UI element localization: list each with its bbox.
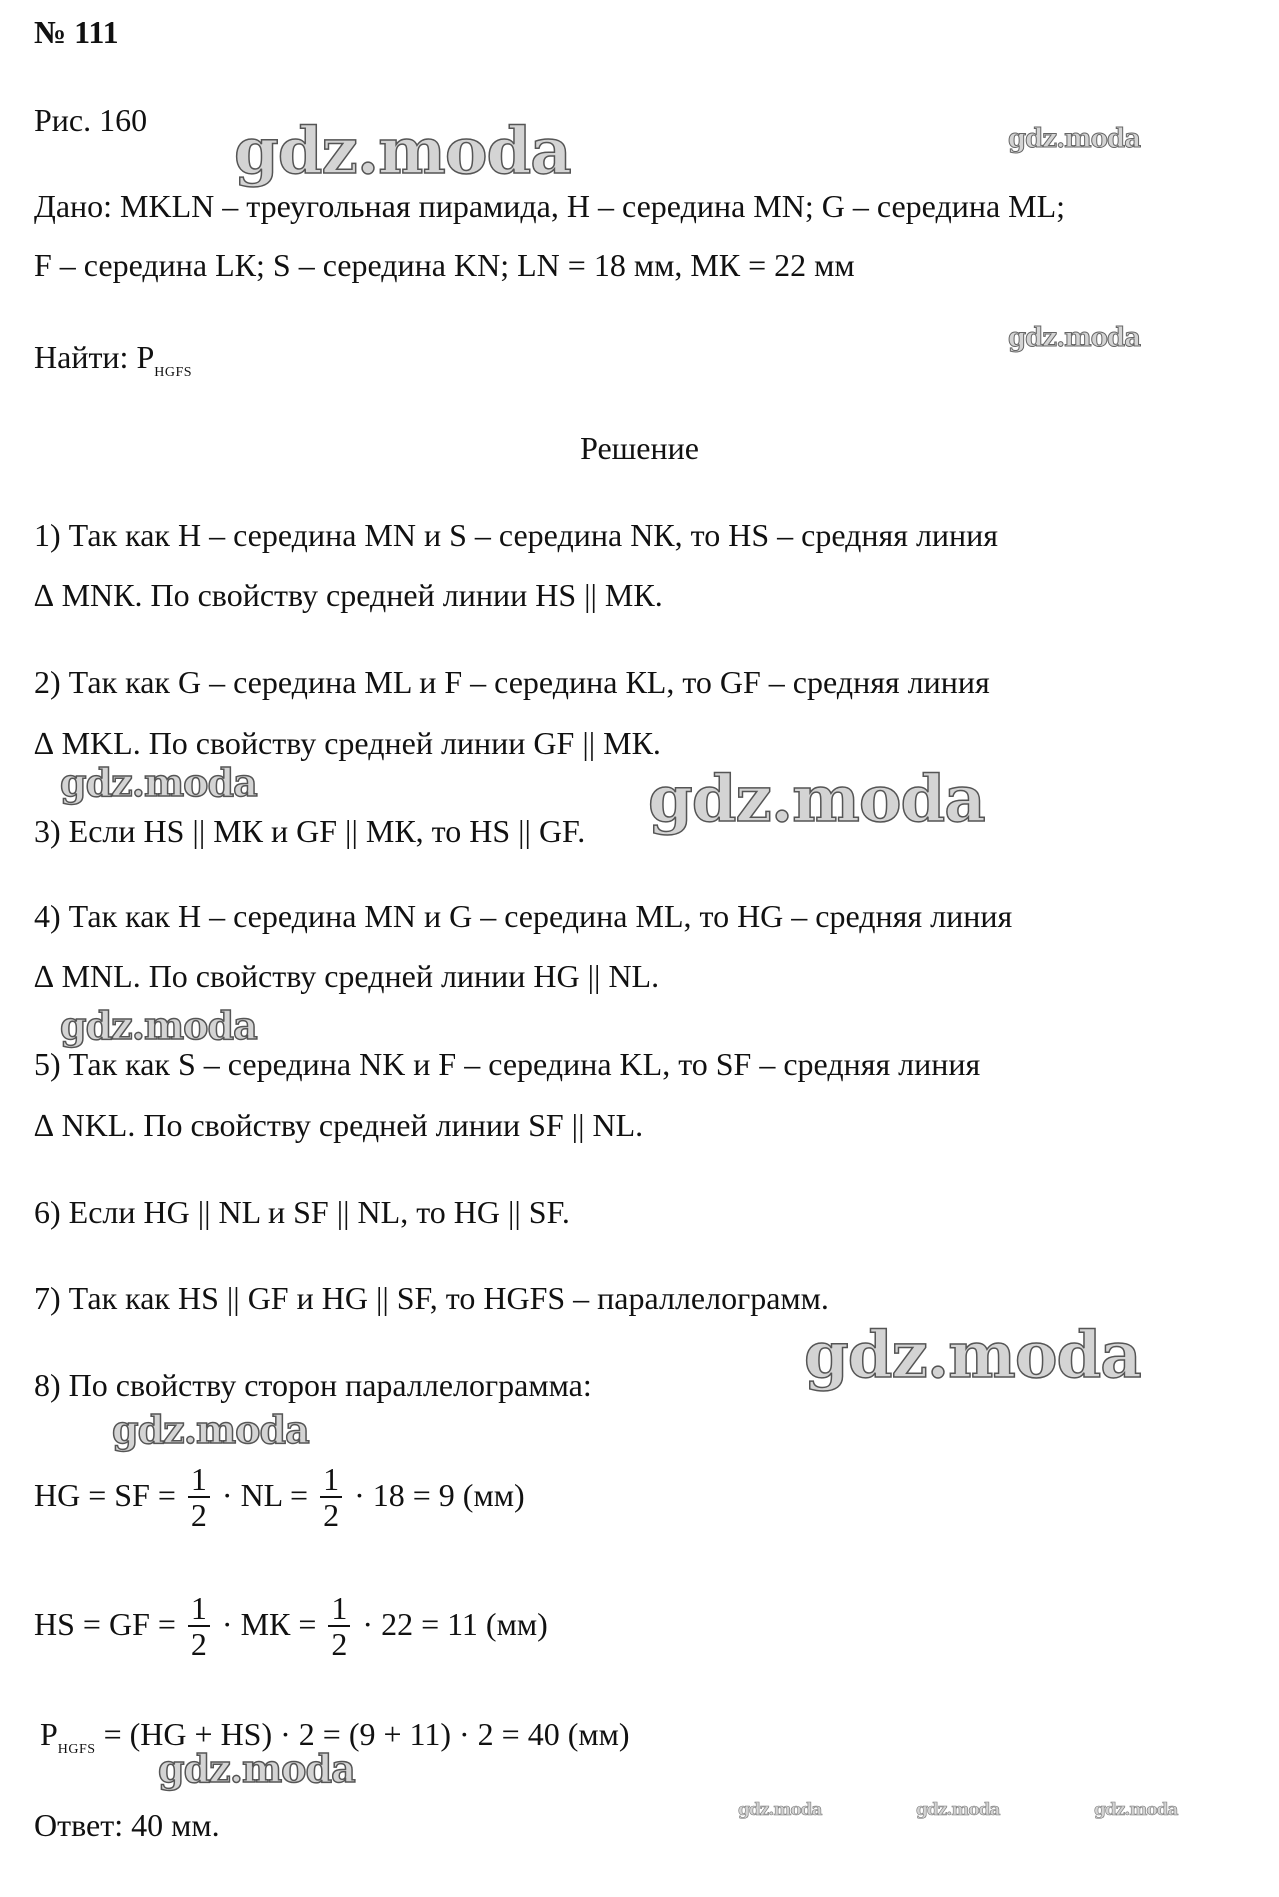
answer: Ответ: 40 мм. (34, 1807, 220, 1843)
formula-hg-sf: HG = SF = $\frac{1}{2}$ · NL = $\frac{1}{2}$ · 18 = 9 (мм) (34, 1460, 525, 1533)
watermark: gdz.moda (648, 762, 985, 837)
step-1: 1) Так как H – середина MN и S – середина NК, то HS – средняя линия (34, 517, 998, 553)
fraction-one-half: $\frac{1}{2}$ (188, 1591, 210, 1661)
step-6: 6) Если HG || NL и SF || NL, то HG || SF. (34, 1194, 570, 1230)
step-3: 3) Если HS || МК и GF || МК, то HS || GF. (34, 813, 586, 849)
fraction-one-half: $\frac{1}{2}$ (188, 1462, 210, 1532)
step-2-cont: ∆ MKL. По свойству средней линии GF || МК. (34, 725, 661, 761)
given-line-2: F – середина LК; S – середина KN; LN = 18 мм, МК = 22 мм (34, 247, 855, 283)
watermark: gdz.moda (60, 1003, 257, 1048)
step-4: 4) Так как H – середина MN и G – середина ML, то HG – средняя линия (34, 898, 1013, 934)
step-5: 5) Так как S – середина NK и F – середина KL, то SF – средняя линия (34, 1046, 981, 1082)
figure-reference: Рис. 160 (34, 102, 148, 138)
step-8: 8) По свойству сторон параллелограмма: (34, 1367, 592, 1403)
find-subscript: HGFS (154, 365, 193, 380)
watermark: gdz.moda (1008, 323, 1141, 353)
watermark: gdz.moda (158, 1746, 355, 1791)
given-line-1: Дано: MKLN – треугольная пирамида, H – середина MN; G – середина ML; (34, 188, 1066, 224)
step-7: 7) Так как HS || GF и HG || SF, то HGFS – параллелограмм. (34, 1280, 829, 1316)
formula-hs-gf: HS = GF = $\frac{1}{2}$ · МК = $\frac{1}{2}$ · 22 = 11 (мм) (34, 1589, 548, 1662)
task-number: № 111 (34, 14, 119, 50)
fraction-one-half: $\frac{1}{2}$ (328, 1591, 350, 1661)
formula-perimeter: $P_{HGFS} = (HG + HS) \cdot 2 = (9 + 11) \cdot 2 = 40$ (мм) (40, 1716, 630, 1757)
watermark: gdz.moda (1008, 124, 1141, 154)
watermark: gdz.moda (1094, 1800, 1178, 1820)
step-5-cont: ∆ NKL. По свойству средней линии SF || NL. (34, 1107, 644, 1143)
watermark: gdz.moda (60, 760, 257, 805)
solution-heading: Решение (580, 430, 699, 466)
watermark: gdz.moda (738, 1800, 822, 1820)
find-line (34, 337, 192, 385)
step-1-cont: ∆ MNК. По свойству средней линии HS || МК. (34, 577, 663, 613)
fraction-one-half: $\frac{1}{2}$ (320, 1462, 342, 1532)
step-2: 2) Так как G – середина ML и F – середина КL, то GF – средняя линия (34, 664, 990, 700)
watermark: gdz.moda (112, 1407, 309, 1452)
watermark: gdz.moda (804, 1318, 1141, 1393)
step-4-cont: ∆ MNL. По свойству средней линии HG || NL. (34, 958, 660, 994)
watermark: gdz.moda (916, 1800, 1000, 1820)
find-label: Найти: P (34, 339, 155, 375)
watermark: gdz.moda (234, 114, 571, 189)
